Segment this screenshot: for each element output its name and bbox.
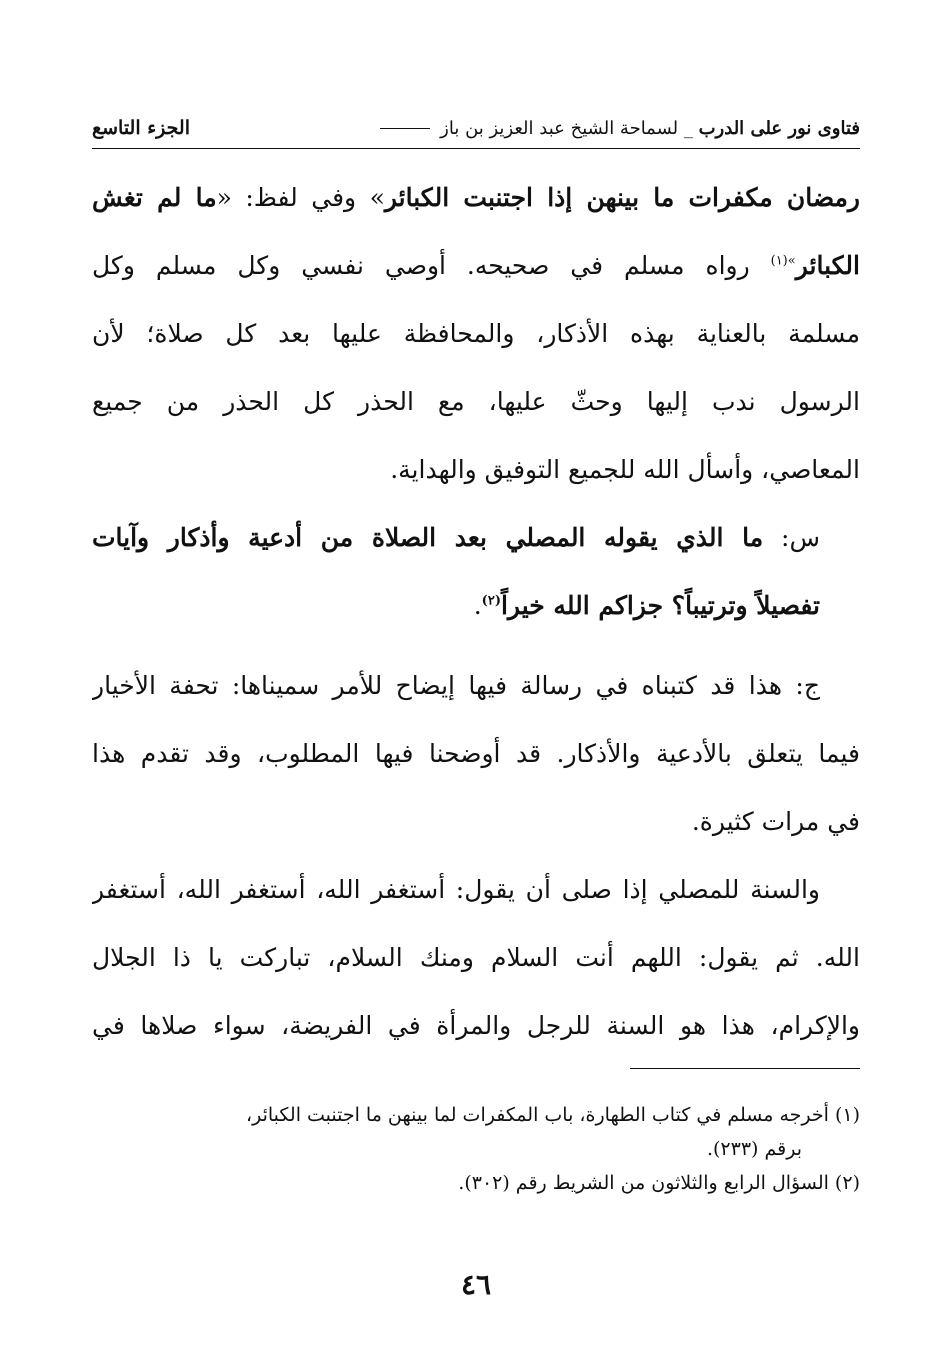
text-line: المعاصي، وأسأل الله للجميع التوفيق والهداية.	[390, 455, 860, 484]
book-title: فتاوى نور على الدرب	[698, 117, 860, 139]
running-header	[92, 108, 860, 149]
header-dash	[380, 128, 430, 129]
text-line: والسنة للمصلي إذا صلى أن يقول: أستغفر الله، أستغفر الله، أستغفر	[92, 875, 820, 904]
main-text	[92, 164, 860, 1060]
footnote-ref-1: »(١)	[770, 253, 796, 269]
text-line: الرسول ندب إليها وحثّ عليها، مع الحذر كل الحذر من جميع	[92, 387, 860, 416]
text-line: رمضان مكفرات ما بينهن إذا اجتنبت الكبائر» وفي لفظ: «ما لم تغش	[92, 183, 860, 212]
answer-line: في مرات كثيرة.	[691, 807, 860, 836]
footnote-separator	[630, 1068, 860, 1069]
footnote-ref-2: (٢)	[481, 593, 501, 609]
header-title-group: فتاوى نور على الدرب _ لسماحة الشيخ عبد العزيز بن باز	[376, 118, 860, 139]
text-line: الكبائر$^{»(١)}$ رواه مسلم في صحيحه. أوصي نفسي وكل مسلم وكل	[92, 251, 860, 280]
volume-label: الجزء التاسع	[92, 117, 190, 139]
footnotes	[92, 1098, 860, 1200]
page-number: ٤٦	[460, 1268, 492, 1301]
answer-line: ج: هذا قد كتبناه في رسالة فيها إيضاح للأمر سميناها: تحفة الأخيار	[92, 671, 820, 700]
question-line: تفصيلاً وترتيباً؟ جزاكم الله خيراً$^{(٢)}$.	[473, 591, 820, 620]
text-line: مسلمة بالعناية بهذه الأذكار، والمحافظة عليها بعد كل صلاة؛ لأن	[92, 319, 860, 348]
text-line: الله. ثم يقول: اللهم أنت السلام ومنك السلام، تباركت يا ذا الجلال	[92, 943, 860, 972]
text-line: والإكرام، هذا هو السنة للرجل والمرأة في الفريضة، سواء صلاها في	[92, 1011, 860, 1040]
footnote-1: (١) أخرجه مسلم في كتاب الطهارة، باب المكفرات لما بينهن ما اجتنبت الكبائر،	[245, 1104, 860, 1126]
question-line: س: ما الذي يقوله المصلي بعد الصلاة من أدعية وأذكار وآيات	[92, 523, 820, 552]
footnote-1-continued: برقم (٢٣٣).	[706, 1138, 802, 1160]
footnote-2: (٢) السؤال الرابع والثلاثون من الشريط رقم (٣٠٢).	[458, 1172, 860, 1194]
answer-line: فيما يتعلق بالأدعية والأذكار. قد أوضحنا فيها المطلوب، وقد تقدم هذا	[92, 739, 860, 768]
author-name: لسماحة الشيخ عبد العزيز بن باز	[440, 117, 679, 139]
